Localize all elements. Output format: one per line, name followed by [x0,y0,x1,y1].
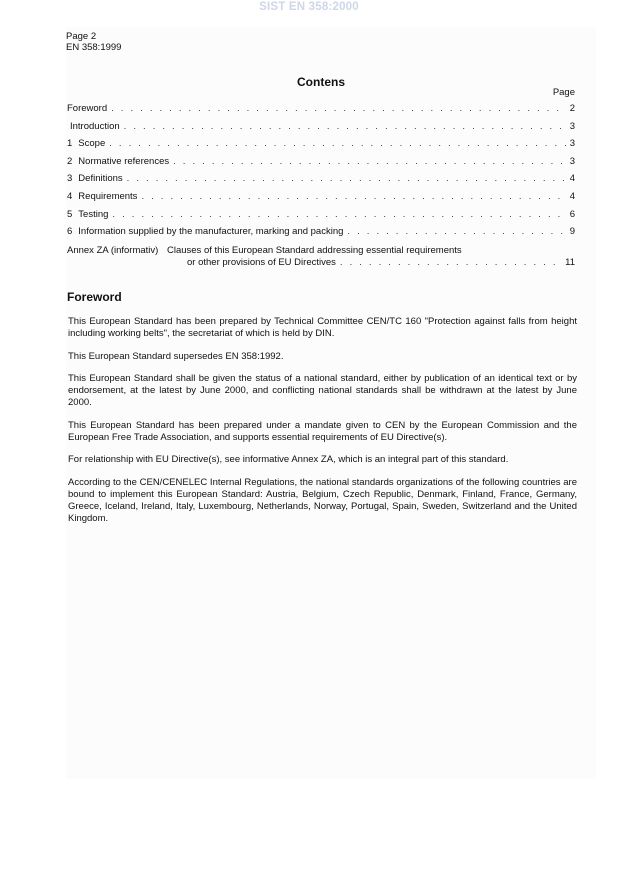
toc-leader-dots [347,226,565,237]
toc-entry-definitions[interactable] [67,173,575,191]
toc-entry-title: Normative references [78,155,170,167]
toc-leader-dots [111,103,566,114]
foreword-paragraph: This European Standard shall be given the status of a national standard, either by publication of an identical text or by endorsement, at the latest by June 2000, and conflicting national standards shall be withdrawn at the latest by June 2000. [68,373,577,408]
toc-leader-dots [340,257,561,269]
toc-entry-number: 6 [67,226,73,238]
foreword-paragraph: According to the CEN/CENELEC Internal Regulations, the national standards organizations of the following countries are bound to implement this European Standard: Austria, Belgium, Czech Republic, Denmark, Finland, France, Germany, Greece, Iceland, Ireland, Italy, Luxembourg, Netherlands, Norway, Portugal, Spain, Sweden, Switzerland and the United Kingdom. [68,476,577,524]
toc-entry-title: Definitions [78,173,123,185]
toc-entry-page: 6 [569,208,575,220]
toc-entry-testing[interactable] [67,209,575,227]
toc-leader-dots [109,138,565,149]
toc-entry-number: 1 [67,138,73,150]
table-of-contents [67,103,575,269]
toc-entry-page: 2 [569,103,575,114]
foreword-heading: Foreword [67,290,122,304]
foreword-paragraph: This European Standard has been prepared under a mandate given to CEN by the European Commission and the European Free Trade Association, and supports essential requirements of EU Directive(s). [68,419,577,443]
page-header [66,31,121,53]
toc-entry-title: Foreword [67,103,108,114]
toc-entry-information-supplied[interactable] [67,226,575,244]
page-column-label: Page [552,87,575,98]
contents-title: Contens [297,75,345,89]
document-id: EN 358:1999 [66,42,122,53]
page-number-label: Page 2 [66,31,97,42]
toc-leader-dots [127,173,566,184]
toc-entry-number: 4 [67,190,73,202]
toc-entry-scope[interactable] [67,138,575,156]
toc-entry-page: 3 [569,138,575,150]
toc-entry-normative-references[interactable] [67,156,575,174]
toc-entry-page: 3 [569,120,575,132]
foreword-paragraph: This European Standard supersedes EN 358:1992. [68,350,284,362]
toc-leader-dots [124,121,566,132]
toc-entry-foreword[interactable] [67,103,575,121]
toc-entry-introduction[interactable] [67,121,575,139]
toc-entry-title: Scope [78,138,106,150]
toc-entry-title: Requirements [78,190,138,202]
toc-entry-title: Introduction [70,120,120,132]
toc-entry-requirements[interactable] [67,191,575,209]
toc-entry-page: 9 [569,226,575,238]
foreword-paragraph: For relationship with EU Directive(s), see informative Annex ZA, which is an integral part of this standard. [68,454,509,465]
toc-leader-dots [112,209,565,220]
toc-entry-title: Testing [78,208,109,220]
toc-entry-title: Information supplied by the manufacturer, marking and packing [78,226,344,238]
toc-entry-number: 5 [67,208,73,220]
foreword-body [68,316,577,535]
foreword-paragraph: This European Standard has been prepared by Technical Committee CEN/TC 160 "Protection against falls from height including working belts", the secretariat of which is held by DIN. [68,316,577,339]
toc-entry-page: 4 [569,190,575,202]
toc-annex-label: Annex ZA (informativ) [67,244,159,256]
toc-annex-title-line2: or other provisions of EU Directives [187,256,336,268]
toc-entry-number: 3 [67,173,73,185]
toc-entry-number: 2 [67,155,73,167]
watermark: SIST EN 358:2000 [259,1,359,13]
toc-entry-page: 3 [569,155,575,167]
toc-leader-dots [141,191,565,202]
toc-entry-page: 4 [569,173,575,185]
toc-annex-title-line1: Clauses of this European Standard addressing essential requirements [166,244,462,256]
toc-entry-annex-za[interactable] [67,245,575,269]
toc-entry-page: 11 [565,256,575,268]
toc-leader-dots [173,156,566,167]
